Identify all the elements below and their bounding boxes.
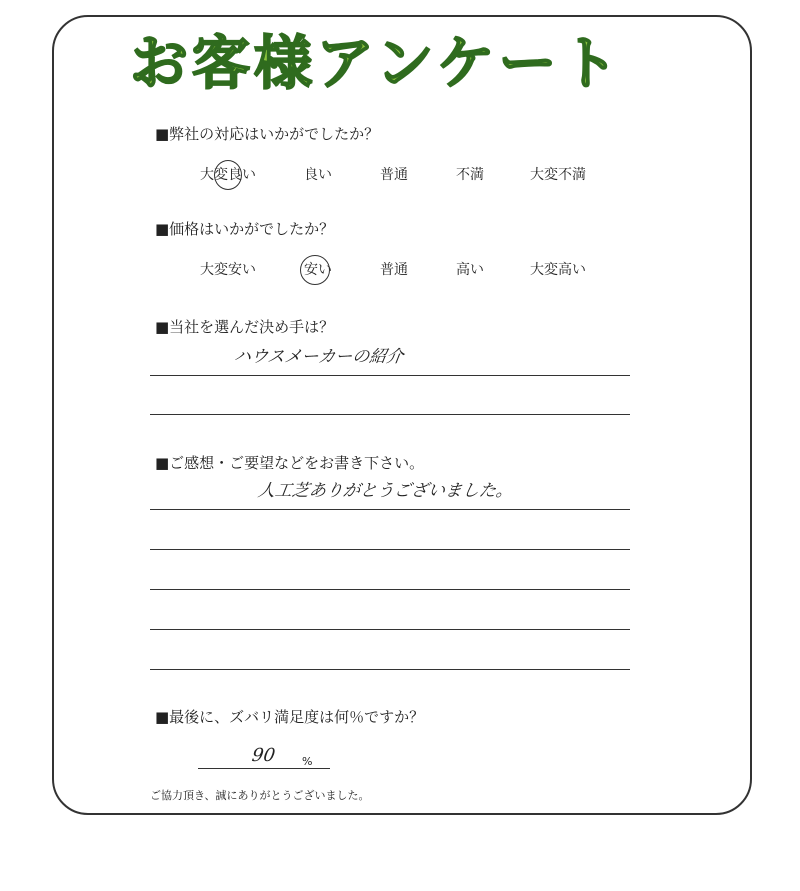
answer-line bbox=[150, 375, 630, 376]
answer-line bbox=[150, 549, 630, 550]
option-very-good[interactable]: 大変良い bbox=[200, 167, 256, 183]
option-good[interactable]: 良い bbox=[304, 167, 332, 183]
option-very-unsatisfied[interactable]: 大変不満 bbox=[530, 167, 586, 183]
question-comments: ■ご感想・ご要望などをお書き下さい。 bbox=[155, 454, 425, 472]
selected-circle bbox=[214, 160, 242, 190]
answer-line bbox=[150, 629, 630, 630]
answer-line bbox=[150, 669, 630, 670]
option-unsatisfied[interactable]: 不満 bbox=[456, 167, 484, 183]
handwritten-answer: 人工芝ありがとうございました。 bbox=[256, 481, 515, 501]
percentage-line bbox=[198, 768, 330, 769]
option-cheap[interactable]: 安い bbox=[304, 262, 332, 278]
question-service: ■弊社の対応はいかがでしたか？ bbox=[155, 125, 380, 143]
handwritten-answer: ハウスメーカーの紹介 bbox=[232, 347, 405, 367]
closing-message: ご協力頂き、誠にありがとうございました。 bbox=[150, 789, 370, 802]
handwritten-percentage: 90 bbox=[250, 745, 277, 766]
option-normal[interactable]: 普通 bbox=[380, 262, 408, 278]
answer-line bbox=[150, 589, 630, 590]
answer-line bbox=[150, 414, 630, 415]
option-very-cheap[interactable]: 大変安い bbox=[200, 262, 256, 278]
option-normal[interactable]: 普通 bbox=[380, 167, 408, 183]
option-very-expensive[interactable]: 大変高い bbox=[530, 262, 586, 278]
question-satisfaction: ■最後に、ズバリ満足度は何％ですか？ bbox=[155, 708, 425, 726]
question-price: ■価格はいかがでしたか？ bbox=[155, 220, 335, 238]
question-deciding-factor: ■当社を選んだ決め手は？ bbox=[155, 318, 335, 336]
answer-line bbox=[150, 509, 630, 510]
percent-unit: % bbox=[302, 755, 313, 768]
survey-title: お客様アンケート bbox=[130, 29, 623, 97]
selected-circle bbox=[300, 255, 330, 285]
option-expensive[interactable]: 高い bbox=[456, 262, 484, 278]
